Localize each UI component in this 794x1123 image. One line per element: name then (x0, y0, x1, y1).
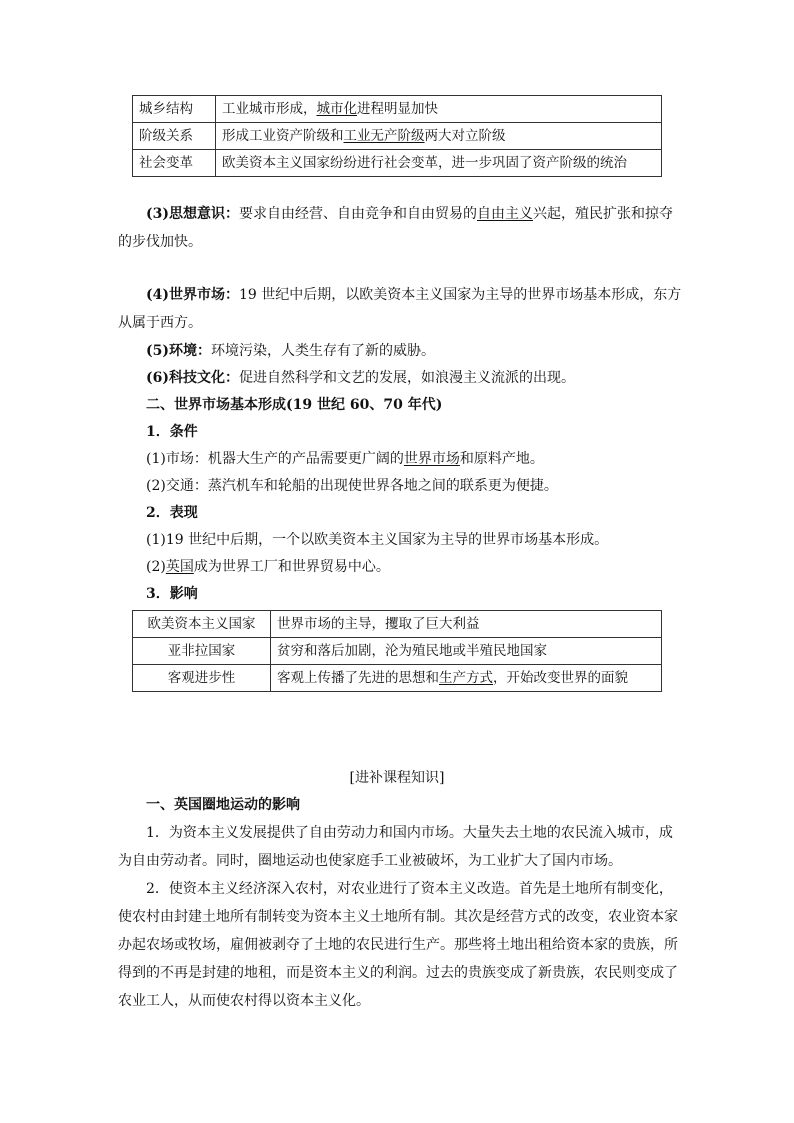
table-row-content: 客观上传播了先进的思想和生产方式，开始改变世界的面貌 (271, 665, 662, 692)
manifestation-2: (2)英国成为世界工厂和世界贸易中心。 (146, 559, 390, 575)
table-row-head: 社会变革 (133, 150, 216, 177)
subsection-heading: 2．表现 (146, 505, 198, 521)
table-row (133, 123, 662, 150)
condition-transport: (2)交通：蒸汽机车和轮船的出现使世界各地之间的联系更为便捷。 (146, 478, 558, 494)
table-row (133, 638, 662, 665)
table-row-content: 世界市场的主导，攫取了巨大利益 (271, 611, 662, 638)
paragraph-tech-culture: (6)科技文化：促进自然科学和文艺的发展，如浪漫主义流派的出现。 (146, 370, 575, 386)
paragraph-environment: (5)环境：环境污染，人类生存有了新的威胁。 (146, 343, 435, 359)
paragraph-world-market-cont: 从属于西方。 (118, 315, 202, 331)
paragraph-1-line-2: 为自由劳动者。同时，圈地运动也使家庭手工业被破坏，为工业扩大了国内市场。 (118, 853, 622, 869)
table-row (133, 150, 662, 177)
paragraph-1-line-1: 1．为资本主义发展提供了自由劳动力和国内市场。大量失去土地的农民流入城市，成 (146, 825, 673, 841)
table-row-head: 城乡结构 (133, 96, 216, 123)
subsection-heading: 1．条件 (146, 424, 198, 440)
table-row-content: 贫穷和落后加剧，沦为殖民地或半殖民地国家 (271, 638, 662, 665)
extra-section-title: [进补课程知识] (349, 770, 445, 786)
table-row-head: 欧美资本主义国家 (133, 611, 271, 638)
condition-market: (1)市场：机器大生产的产品需要更广阔的世界市场和原料产地。 (146, 451, 544, 467)
table-row (133, 665, 662, 692)
table-row-head: 亚非拉国家 (133, 638, 271, 665)
table-row-content: 工业城市形成，城市化进程明显加快 (216, 96, 662, 123)
paragraph-ideology: (3)思想意识：要求自由经营、自由竞争和自由贸易的自由主义兴起，殖民扩张和掠夺 (146, 206, 673, 222)
table-row-content: 形成工业资产阶级和工业无产阶级两大对立阶级 (216, 123, 662, 150)
table-row-head: 客观进步性 (133, 665, 271, 692)
table-row (133, 96, 662, 123)
table-row (133, 611, 662, 638)
table-row-head: 阶级关系 (133, 123, 216, 150)
paragraph-2-line-4: 得到的不再是封建的地租，而是资本主义的利润。过去的贵族变成了新贵族，农民则变成了 (118, 965, 678, 981)
paragraph-2-line-3: 办起农场或牧场，雇佣被剥夺了土地的农民进行生产。那些将土地出租给资本家的贵族，所 (118, 937, 678, 953)
paragraph-2-line-2: 使农村由封建土地所有制转变为资本主义土地所有制。其次是经营方式的改变，农业资本家 (118, 909, 678, 925)
paragraph-2-line-5: 农业工人，从而使农村得以资本主义化。 (118, 993, 370, 1009)
influence-table (132, 610, 662, 692)
subsection-heading: 3．影响 (146, 586, 198, 602)
manifestation-1: (1)19 世纪中后期，一个以欧美资本主义国家为主导的世界市场基本形成。 (146, 532, 609, 548)
table-row-content: 欧美资本主义国家纷纷进行社会变革，进一步巩固了资产阶级的统治 (216, 150, 662, 177)
paragraph-world-market: (4)世界市场：19 世纪中后期，以欧美资本主义国家为主导的世界市场基本形成，东方 (146, 287, 682, 303)
paragraph-ideology-cont: 的步伐加快。 (118, 234, 202, 250)
section-heading: 一、英国圈地运动的影响 (146, 797, 300, 813)
paragraph-2-line-1: 2．使资本主义经济深入农村，对农业进行了资本主义改造。首先是土地所有制变化， (146, 881, 673, 897)
section-heading: 二、世界市场基本形成(19 世纪 60、70 年代) (146, 397, 443, 413)
social-structure-table (132, 95, 662, 177)
